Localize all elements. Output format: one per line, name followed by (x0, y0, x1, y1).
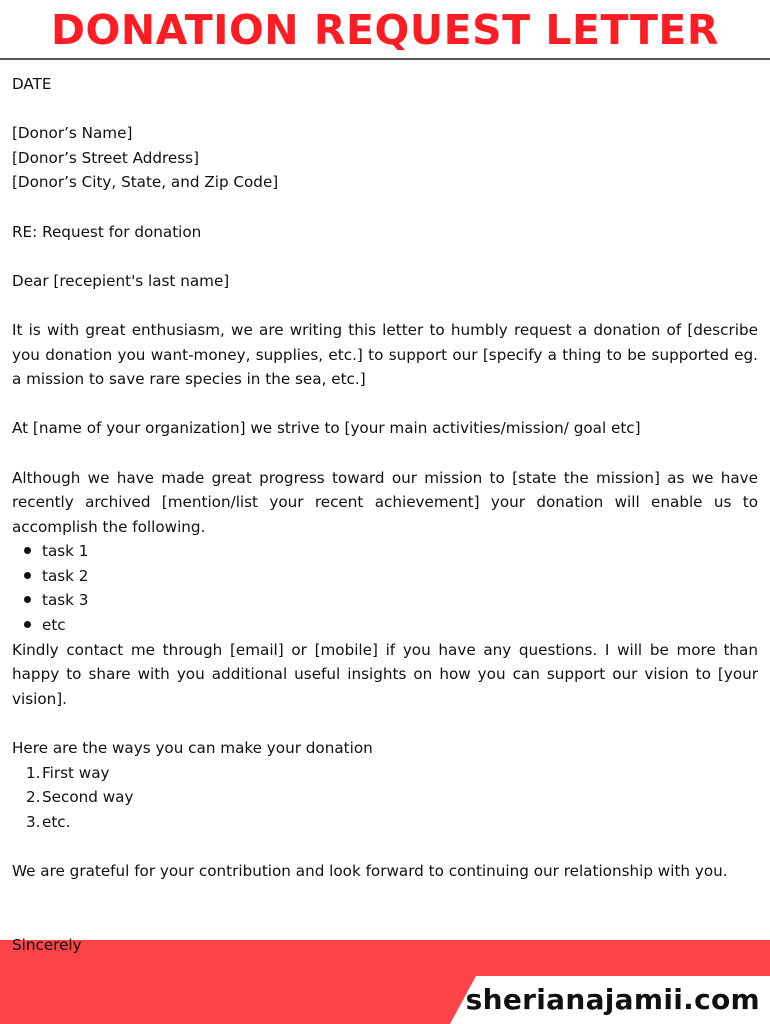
list-item-text: First way (42, 763, 110, 782)
list-number: 1. (26, 763, 41, 782)
list-number: 2. (26, 788, 41, 807)
page-title: DONATION REQUEST LETTER (50, 6, 719, 54)
signoff: Sincerely (12, 936, 82, 954)
donor-city-state-zip: [Donor’s City, State, and Zip Code] (12, 173, 279, 192)
paragraph-request: It is with great enthusiasm, we are writing this letter to humbly request a donation of [describe you donation you want-money, supplies, etc.] to support our [specify a thing to be supported eg. a mission to save rare species in the sea, etc.] (12, 320, 758, 389)
donor-street-address: [Donor’s Street Address] (12, 148, 200, 167)
paragraph-contact: Kindly contact me through [email] or [mobile] if you have any questions. I will be more than happy to share with you additional useful insights on how you can support our vision to [your vision]. (12, 640, 758, 708)
list-item-text: etc. (42, 812, 71, 831)
list-item-text: Second way (42, 788, 134, 807)
list-item: task 1 (42, 539, 758, 564)
re-line: RE: Request for donation (12, 222, 202, 241)
date-line: DATE (12, 75, 52, 93)
list-item: task 2 (42, 564, 758, 589)
list-item (26, 785, 758, 810)
list-item: task 3 (42, 588, 758, 613)
paragraph-gratitude: We are grateful for your contribution and look forward to continuing our relationship with you. (12, 862, 728, 880)
title-bar (0, 0, 770, 60)
ways-list (12, 761, 758, 835)
donor-name: [Donor’s Name] (12, 124, 133, 143)
paragraph-organization: At [name of your organization] we strive to [your main activities/mission/ goal etc] (12, 419, 641, 438)
paragraph-progress: Although we have made great progress toward our mission to [state the mission] as we have recently archived [mention/list your recent achievement] your donation will enable us to accomplish the following. (12, 468, 758, 536)
ways-intro: Here are the ways you can make your donation (12, 739, 373, 758)
letter-body (12, 72, 758, 884)
task-list (12, 539, 758, 637)
list-number: 3. (26, 812, 41, 831)
list-item: etc (42, 613, 758, 638)
footer-domain: sherianajamii.com (465, 983, 760, 1016)
list-item (26, 761, 758, 786)
salutation: Dear [recepient's last name] (12, 271, 230, 290)
list-item (26, 810, 758, 835)
